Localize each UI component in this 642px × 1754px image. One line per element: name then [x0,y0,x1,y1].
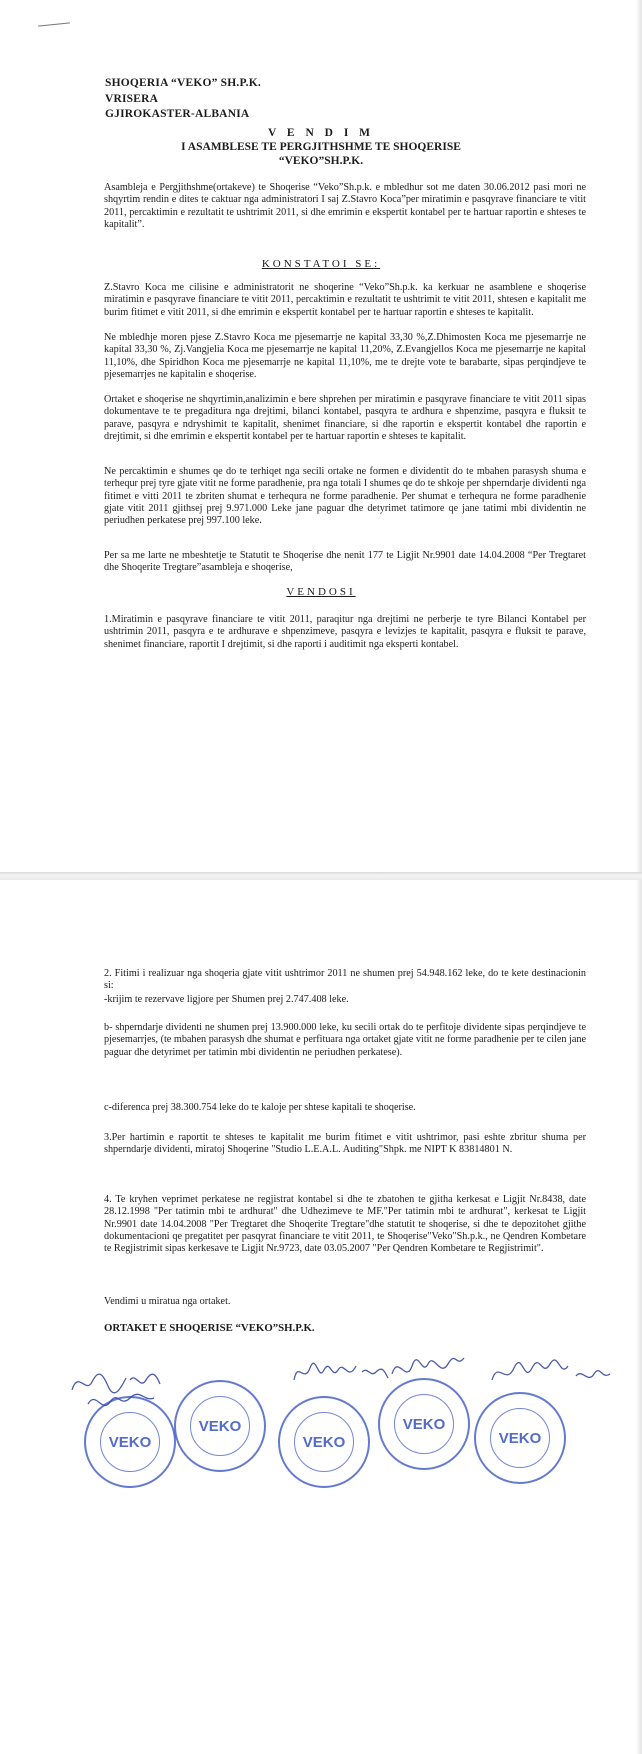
konstatoi-heading: KONSTATOI SE: [261,258,381,270]
title-vendim: V E N D I M [267,127,375,139]
company-stamp-5 [474,1392,566,1484]
company-stamp-1 [84,1396,176,1488]
corner-pen-mark [38,22,70,26]
konstatoi-p2: Ne mbledhje moren pjese Z.Stavro Koca me pjesemarrje ne kapital 33,30 %,Z.Dhimosten Koca me pjesemarrje ne kapital 33,30 %, Zj.Vangjelia Koca me pjesemarrje ne kapital 11,20%, Z.Evangjellos Koca me pjesemarrje ne kapital 11,10%, dhe Spiridhon Koca me pjesemarrje ne kapital 11,10%, me te drejte vote te barabarte, sipas perqindjeve te pjesemarrjes ne kapitalin e shoqerise. [104,332,586,380]
company-stamp-4 [378,1378,470,1470]
document-title [0,126,642,168]
company-location: VRISERA [105,92,159,105]
page-separator [0,872,642,880]
ortaket-heading: ORTAKET E SHOQERISE “VEKO”SH.P.K. [104,1322,315,1334]
scan-edge-shadow-2 [636,880,642,1754]
company-stamp-3 [278,1396,370,1488]
document-page-2 [0,880,642,1754]
stamp-text: VEKO [108,1434,152,1451]
stamp-text: VEKO [198,1418,242,1435]
konstatoi-p1: Z.Stavro Koca me cilisine e administratorit ne shoqerine “Veko”Sh.p.k. ka kerkuar ne asamblene e shoqerise miratimin e pasqyrave financiare te vitit 2011, percaktimin e rezultatit te ushtrimit te vitit 2011, shtesen e kapitalit me burim fitimet e vitit 2011, si dhe emrimin e ekspertit kontabel per te hartuar raportin e shteses te kapitalit. [104,282,586,318]
item-3: 3.Per hartimin e raportit te shteses te kapitalit me burim fitimet e vitit ushtrimor, pasi eshte zbritur shuma per shperndarje dividenti, miratoj Shoqerine "Studio L.E.A.L. Auditing"Shpk. me NIPT K 83814801 N. [104,1132,586,1156]
signatures-and-stamps [68,1352,628,1512]
title-company: “VEKO”SH.P.K. [278,155,364,167]
item-2-a: -krijim te rezervave ligjore per Shumen prej 2.747.408 leke. [104,994,349,1005]
stamp-text: VEKO [402,1416,446,1433]
konstatoi-p3: Ortaket e shoqerise ne shqyrtimin,analizimin e bere shprehen per miratimin e pasqyrave financiare te vitit 2011 sipas dokumentave te te pregaditura nga drejtimi, bilanci kontabel, pasqyra te ardhura e shpenzime, pasqyra e fluksit te parave, pasqyra e ndryshimit te kapitalit, shenimet financiare, si dhe raportin e ekspertit kontabel dhe raportin e drejtimit, si dhe emrimin e ekspertit kontabel per te hartuar raportin e shteses te kapitalit. [104,394,586,442]
konstatoi-p5: Per sa me larte ne mbeshtetje te Statutit te Shoqerise dhe nenit 177 te Ligjit Nr.9901 date 14.04.2008 “Per Tregtaret dhe Shoqerite Tregtare”asambleja e shoqerise, [104,550,586,574]
signature-vangjelia [290,1354,400,1394]
company-stamp-2 [174,1380,266,1472]
signature-evangjellos [488,1356,618,1396]
vendosi-item-1: 1.Miratimin e pasqyrave financiare te vitit 2011, paraqitur nga drejtimi ne perberje te tyre Bilanci Kontabel per ushtrimin 2011, pasqyra e te ardhurave e shpenzimeve, pasqyra e levizjes te kapitalit, pasqyra e fluksit te parave, shenimet financiare, raportit I drejtimit, si dhe raporti i auditimit nga eksperti kontabel. [104,614,586,650]
item-2-c: c-diferenca prej 38.300.754 leke do te kaloje per shtese kapitali te shoqerise. [104,1102,416,1113]
item-2: 2. Fitimi i realizuar nga shoqeria gjate vitit ushtrimor 2011 ne shumen prej 54.948.162 leke, do te kete destinacionin si: [104,968,586,992]
company-name: SHOQERIA “VEKO” SH.P.K. [105,77,261,89]
title-assembly: I ASAMBLESE TE PERGJITHSHME TE SHOQERISE [181,141,461,153]
company-header [105,76,261,123]
company-city: GJIROKASTER-ALBANIA [105,108,250,120]
closing-line: Vendimi u miratua nga ortaket. [104,1296,231,1307]
vendosi-heading: VENDOSI [286,586,356,598]
stamp-text: VEKO [498,1430,542,1447]
item-2-b: b- shperndarje dividenti ne shumen prej 13.900.000 leke, ku secili ortak do te perfitoje dividente sipas perqindjeve te pjesemarrjes, (te mbahen parasysh dhe shumat e perfituara nga ortaket gjate vitit ne forme paradhenie per te cilen jane paguar dhe detyrimet per tatimin mbi dividentin ne periudhen perkatese). [104,1022,586,1058]
stamp-text: VEKO [302,1434,346,1451]
konstatoi-p4: Ne percaktimin e shumes qe do te terhiqet nga secili ortake ne formen e dividentit do te mbahen parasysh shuma e terhequr prej tyre gjate vitit ne forme paradhenie, pra nga totali I shumes qe do te shkoje per shperndarje dividenti nga fitimet e vitti 2011 te zbriten shumat e terhequra ne forme paradhenie. Per shumat e terhequra ne forme paradhenie gjate vitit 2011 gjithsej prej 9.971.000 Leke jane paguar dhe detyrimet tatimore qe jane tatimi mbi dividentin ne periudhen perkatese prej 997.100 leke. [104,466,586,527]
item-4: 4. Te kryhen veprimet perkatese ne regjistrat kontabel si dhe te zbatohen te gjitha kerkesat e Ligjit Nr.8438, date 28.12.1998 "Per tatimin mbi te ardhurat" dhe Udhezimeve te MF."Per tatimin mbi te ardhurat", kerkesat te Ligjit Nr.9901 date 14.04.2008 "Per Tregtaret dhe Shoqerite Tregtare"dhe statutit te shoqerise, si dhe te depozitohet gjithe dokumentacioni qe pregatitet per pasqyrat financiare te vitit 2011, te Shoqerise"Veko"Sh.p.k., ne Qendren Kombetare te Regjistrimit sipas kerkesave te Ligjit Nr.9723, date 03.05.2007 "Per Qendren Kombetare te Regjistrimit". [104,1194,586,1255]
intro-paragraph: Asambleja e Pergjithshme(ortakeve) te Shoqerise “Veko”Sh.p.k. e mbledhur sot me daten 30.06.2012 pasi mori ne shqyrtim rendin e dites te caktuar nga administratori I saj Z.Stavro Koca”per miratimin e pasqyrave financiare te vitit 2011, percaktimin e rezultatit te ushtrimit 2011, si dhe emrimin e ekspertit kontabel per te hartuar raportin e shteses te kapitalit”. [104,182,586,230]
document-page-1 [0,0,642,872]
